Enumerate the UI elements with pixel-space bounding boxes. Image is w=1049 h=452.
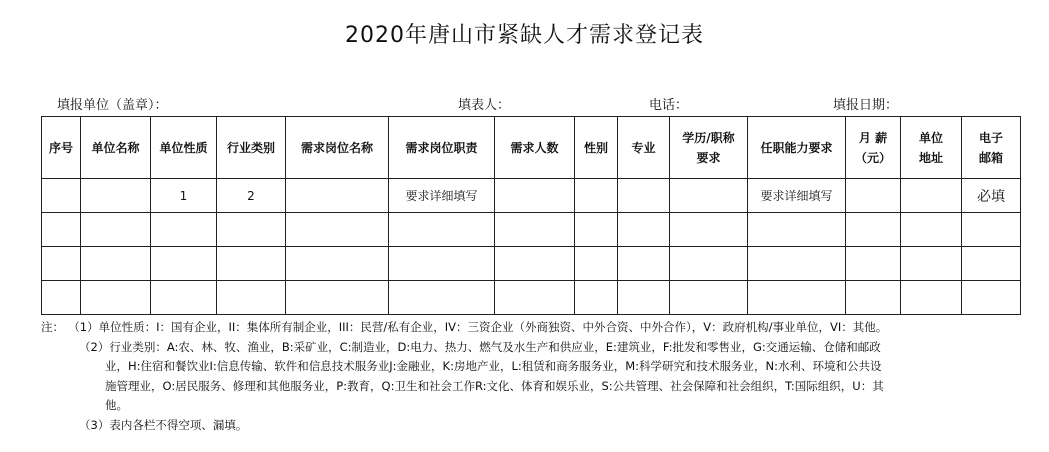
table-cell[interactable] [495, 247, 575, 281]
table-cell[interactable] [286, 281, 389, 315]
notes-section [41, 318, 1031, 435]
table-cell[interactable] [217, 247, 286, 281]
table-cell[interactable] [670, 179, 748, 213]
table-cell[interactable] [575, 179, 618, 213]
table-cell[interactable] [286, 247, 389, 281]
notes-prefix: 注： [41, 320, 64, 334]
header-cell-unit-nature: 单位性质 [151, 117, 217, 179]
table-cell[interactable] [670, 247, 748, 281]
header-cell-unit-name: 单位名称 [81, 117, 151, 179]
header-cell-industry: 行业类别 [217, 117, 286, 179]
filler-label: 填表人： [458, 98, 511, 113]
note-2-line-1: （2）行业类别：A:农、林、牧、渔业，B:采矿业，C:制造业，D:电力、热力、燃气及水生产和供应业，E:建筑业，F:批发和零售业，G:交通运输、仓储和邮政 [79, 339, 881, 354]
table-cell[interactable] [618, 281, 670, 315]
fill-date-label: 填报日期： [833, 98, 899, 113]
table-cell[interactable] [846, 247, 901, 281]
phone-label: 电话： [649, 98, 689, 113]
table-cell[interactable] [81, 281, 151, 315]
table-cell[interactable] [81, 247, 151, 281]
note-1: （1）单位性质：I：国有企业，II：集体所有制企业，III：民营/私有企业，IV：三资企业（外商独资、中外合资、中外合作），V：政府机构/事业单位，VI：其他。 [74, 320, 888, 334]
table-cell[interactable] [81, 213, 151, 247]
table-cell[interactable] [389, 281, 495, 315]
table-cell[interactable] [217, 213, 286, 247]
table-row [42, 213, 1021, 247]
header-cell-index: 序号 [42, 117, 81, 179]
table-cell[interactable] [618, 247, 670, 281]
table-cell[interactable] [42, 213, 81, 247]
table-cell[interactable] [389, 247, 495, 281]
note-2-line-4: 他。 [105, 398, 128, 412]
table-cell[interactable] [495, 213, 575, 247]
header-cell-major: 专业 [618, 117, 670, 179]
table-cell[interactable] [575, 281, 618, 315]
table-cell[interactable] [495, 281, 575, 315]
table-cell[interactable]: 1 [151, 179, 217, 213]
table-row [42, 179, 1021, 213]
header-cell-position-name: 需求岗位名称 [286, 117, 389, 179]
table-cell[interactable] [618, 179, 670, 213]
table-cell[interactable] [670, 213, 748, 247]
header-cell-gender: 性别 [575, 117, 618, 179]
page-title: 2020年唐山市紧缺人才需求登记表 [345, 23, 704, 48]
table-cell[interactable]: 要求详细填写 [389, 179, 495, 213]
table-cell[interactable] [217, 281, 286, 315]
table-cell[interactable] [748, 281, 846, 315]
table-cell[interactable] [151, 213, 217, 247]
table-row [42, 247, 1021, 281]
table-cell[interactable] [286, 179, 389, 213]
table-cell[interactable] [748, 213, 846, 247]
header-cell-headcount: 需求人数 [495, 117, 575, 179]
table-cell[interactable] [901, 179, 962, 213]
table-cell[interactable] [846, 179, 901, 213]
table-cell[interactable] [901, 213, 962, 247]
table-cell[interactable] [748, 247, 846, 281]
table-cell[interactable] [42, 179, 81, 213]
table-cell[interactable]: 2 [217, 179, 286, 213]
table-cell[interactable] [81, 179, 151, 213]
header-cell-education: 学历/职称 要求 [670, 117, 748, 179]
table-cell[interactable] [962, 247, 1021, 281]
table-cell[interactable]: 必填 [962, 179, 1021, 213]
table-cell[interactable] [901, 281, 962, 315]
table-cell[interactable]: 要求详细填写 [748, 179, 846, 213]
registration-table [41, 116, 1021, 315]
table-cell[interactable] [846, 281, 901, 315]
table-cell[interactable] [846, 213, 901, 247]
header-cell-ability: 任职能力要求 [748, 117, 846, 179]
table-cell[interactable] [575, 213, 618, 247]
table-cell[interactable] [389, 213, 495, 247]
header-cell-salary: 月 薪 （元） [846, 117, 901, 179]
table-cell[interactable] [42, 281, 81, 315]
note-2-line-3: 施管理业，O:居民服务、修理和其他服务业，P:教育，Q:卫生和社会工作R:文化、体育和娱乐业，S:公共管理、社会保障和社会组织，T:国际组织，U：其 [105, 378, 884, 393]
table-cell[interactable] [962, 281, 1021, 315]
table-row [42, 281, 1021, 315]
table-cell[interactable] [42, 247, 81, 281]
table-cell[interactable] [151, 281, 217, 315]
table-header-row [42, 117, 1021, 179]
table-cell[interactable] [962, 213, 1021, 247]
table-cell[interactable] [670, 281, 748, 315]
header-cell-email: 电子 邮箱 [962, 117, 1021, 179]
table-cell[interactable] [286, 213, 389, 247]
note-3: （3）表内各栏不得空项、漏填。 [79, 417, 248, 432]
filling-unit-label: 填报单位（盖章）： [57, 98, 168, 113]
header-cell-position-duty: 需求岗位职责 [389, 117, 495, 179]
table-cell[interactable] [575, 247, 618, 281]
table-cell[interactable] [618, 213, 670, 247]
note-2-line-2: 业，H:住宿和餐饮业I:信息传输、软件和信息技术服务业J:金融业，K:房地产业，L:租赁和商务服务业，M:科学研究和技术服务业，N:水利、环境和公共设 [105, 359, 882, 373]
header-cell-address: 单位 地址 [901, 117, 962, 179]
table-cell[interactable] [901, 247, 962, 281]
table-cell[interactable] [151, 247, 217, 281]
table-cell[interactable] [495, 179, 575, 213]
